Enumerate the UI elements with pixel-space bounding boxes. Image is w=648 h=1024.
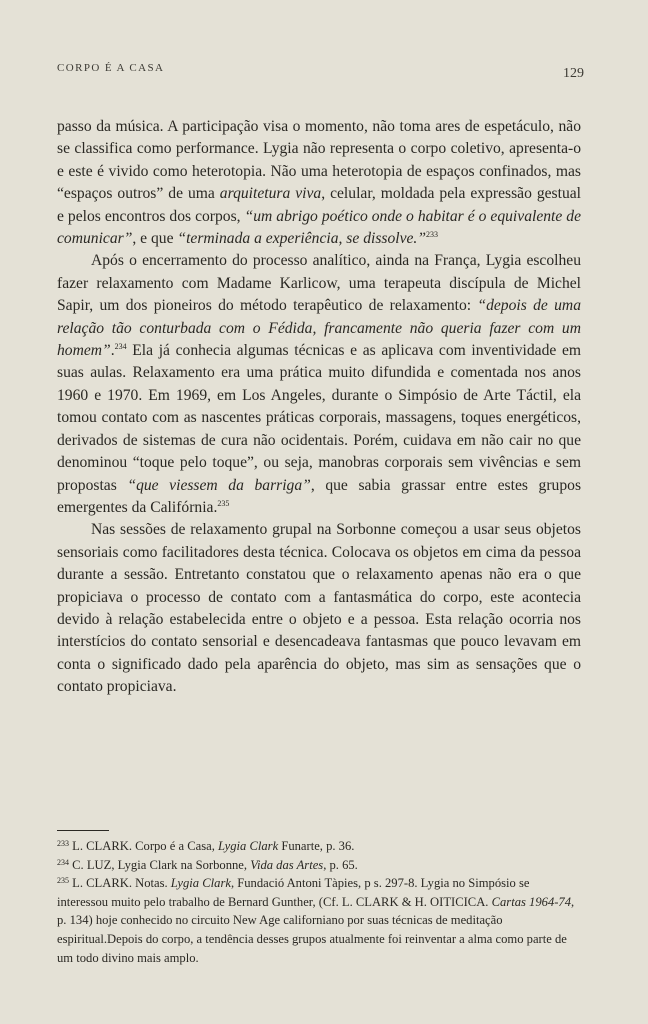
text-run: passo da música. A participação visa o momento, não toma ares de espetáculo, não se classifica como performance. Lygia não representa o corpo coletivo, apresenta-o e este é vivido como heterotopia. Não uma heterotopia de espaços confinados, mas “espaços outros” de uma [57, 118, 581, 203]
text-run: Ela já conhecia algumas técnicas e as aplicava com inventividade em suas aulas. Relaxamento era uma prática muito difundida e comentada nos anos 1960 e 1970. Em 1969, em Los Angeles, durante o Simpósio de Arte Táctil, ela tomou contato com as nascentes práticas corporais, massagens, toques energéticos, derivados de sistemas de cura não ocidentais. Porém, cuidava em não cair no que denominou “toque pelo toque”, ou seja, manobras corporais sem vivências e sem propostas [57, 342, 581, 494]
text-run: C. LUZ, Lygia Clark na Sorbonne, [69, 857, 251, 872]
text-run: L. CLARK. Notas. [69, 876, 171, 891]
text-run: , celular, moldada pela expressão gestual e pelos encontros dos corpos, [57, 185, 582, 225]
footnote-divider [57, 830, 109, 831]
text-run: , que sabia grassar entre estes grupos emergentes da Califórnia. [57, 476, 582, 516]
text-run: , p. 65. [323, 857, 358, 872]
text-run: Funarte, p. 36. [278, 839, 355, 853]
text-run: L. CLARK. Corpo é a Casa, [69, 839, 219, 853]
footnote-number: 234 [57, 857, 69, 867]
footnote-ref: 234 [114, 342, 127, 352]
footnote-ref: 233 [426, 230, 439, 240]
italic-text: arquitetura viva [219, 185, 322, 203]
footnote [57, 856, 581, 875]
italic-text: Cartas 1964-74 [491, 894, 572, 909]
footnote-number: 233 [57, 839, 69, 848]
footnote-ref: 235 [217, 498, 230, 508]
running-head: CORPO É A CASA [57, 62, 165, 74]
paragraph [57, 250, 581, 519]
text-run: , Fundació Antoni Tàpies, p s. 297-8. Lygia no Simpósio se interessou muito pelo trabalho de Bernard Gunther, (Cf. L. CLARK & H. OITICICA. [57, 876, 530, 909]
italic-text: Vida das Artes [250, 857, 324, 872]
italic-text: “um abrigo poético onde o habitar é o equivalente de comunicar” [57, 207, 581, 248]
footnote-number: 235 [57, 876, 69, 886]
footnote [57, 837, 581, 856]
text-run: Após o encerramento do processo analítico, ainda na França, Lygia escolheu fazer relaxamento com Madame Karlicow, uma terapeuta discípula de Michel Sapir, um dos pioneiros do método terapêutico de relaxamento: [57, 252, 581, 315]
footnotes [57, 837, 581, 967]
footnote [57, 874, 581, 967]
italic-text: “depois de uma relação tão conturbada com o Fédida, francamente não queria fazer com um homem” [57, 297, 581, 360]
italic-text: “terminada a experiência, se dissolve.” [177, 230, 427, 248]
italic-text: “que viessem da barriga” [127, 476, 311, 494]
body-text [57, 116, 581, 699]
paragraph [57, 519, 581, 698]
text-run: . [110, 342, 115, 360]
page-number: 129 [563, 66, 584, 81]
italic-text: Lygia Clark [218, 839, 279, 853]
paragraph [57, 116, 581, 250]
text-run: Nas sessões de relaxamento grupal na Sorbonne começou a usar seus objetos sensoriais como facilitadores desta técnica. Colocava os objetos em cima da pessoa durante a sessão. Entretanto constatou que o relaxamento apenas não era o que propiciava o processo de contato com a fantasmática do corpo, este acontecia devido à relação estabelecida entre o objeto e a pessoa. Esta relação ocorria nos interstícios do contato sensorial e desencadeava fantasmas que pouco levavam em conta o significado dado pela aparência do objeto, mas sim as sensações que o contato propiciava. [57, 521, 581, 696]
text-run: , p. 134) hoje conhecido no circuito New Age californiano por suas técnicas de meditação espiritual.Depois do corpo, a tendência desses grupos atualmente foi reinventar a alma como parte de um todo divino mais amplo. [57, 894, 575, 965]
italic-text: Lygia Clark [170, 876, 231, 891]
text-run: , e que [132, 230, 178, 248]
